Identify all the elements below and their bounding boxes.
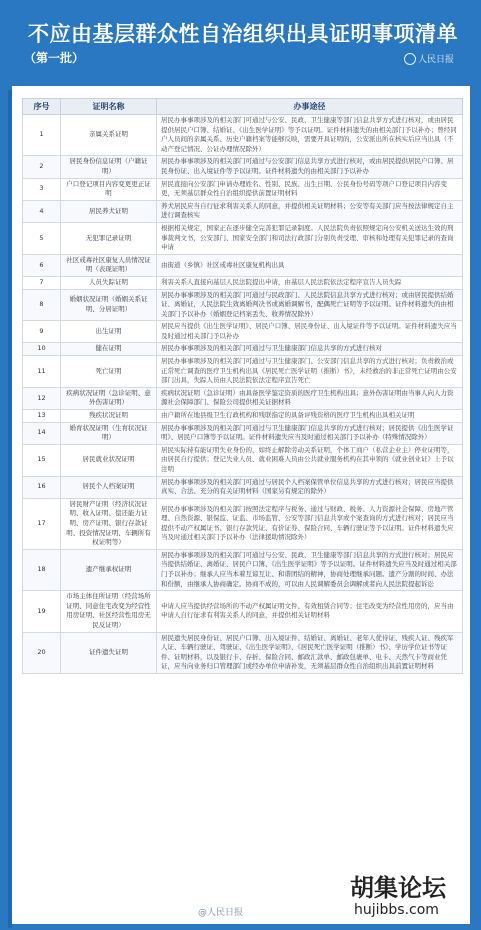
table-row: [23, 156, 463, 178]
handling-route: 利害关系人直接向基层人民法院提出申请，由基层人民法院依法定程序宣告人员失踪: [157, 276, 463, 289]
table-row: [23, 222, 463, 254]
table-row: [23, 276, 463, 289]
handling-route: 居民办事事项涉及的相关部门可通过与公安部门信息共享方式进行核对，或由居民提供居民户口簿、居民身份证、出入境证件等予以证明。证件材料遗失的由相关部门予以补办: [157, 156, 463, 178]
table-row: [23, 444, 463, 476]
logo-text: 人民日报: [418, 55, 455, 65]
handling-route: 养犬居民应当自行征求利害关系人的同意，并提供相关证明材料；公安等有关部门应当按法律规定自主进行调查核实: [157, 200, 463, 222]
handling-route: 疾病状况证明（急诊证明）由具备医学鉴定资质的医疗卫生机构出具；意外伤害证明由当事人向人力资源社会保障部门、保险公司提供相关证据材料: [157, 387, 463, 409]
row-number: 16: [23, 476, 61, 498]
row-number: 15: [23, 444, 61, 476]
handling-route: 由户籍所在地县级卫生行政机构和残联指定的具备评残资格的医疗卫生机构出具相关证明: [157, 410, 463, 423]
handling-route: 居民办事事项涉及的相关部门可通过与卫生健康部门信息共享的方式进行核对；居民提供《出生医学证明》、居民户口簿等予以证明。证件材料遗失应当及时通过相关部门予以补办（特殊情况除外）: [157, 422, 463, 444]
row-number: 13: [23, 410, 61, 423]
certificate-name: 婚姻状况证明（婚姻关系证明、分居证明）: [61, 289, 157, 321]
table-row: [23, 476, 463, 498]
row-number: 19: [23, 591, 61, 632]
certificate-name: 市场主体住所证明（经营场所证明、同意住宅改变为经营性用房证明、社区经营性用房无民反证明）: [61, 591, 157, 632]
certificate-name: 出生证明: [61, 321, 157, 343]
certificate-name: 居民身份信息证明（户籍证明）: [61, 156, 157, 178]
handling-route: 居民遗失居民身份证、居民户口簿、出入境证件、结婚证、离婚证、老年人优待证、残疾人证、残疾军人证、车辆行驶证、驾驶证、《出生医学证明》、《居民死亡医学证明（推断）书》、学历学位证书等证件、证明材料，以及银行卡、存折、保险合同、邮政汇款单、邮政包裹单、电卡、天然气卡等商业凭证，应当向业务归口管理部门或经办单位申请补发，无须基层群众性自治组织出具前置证明材料: [157, 632, 463, 673]
handling-route: 申请人应当提供经营场所的不动产权属证明文件、有效租赁合同等；住宅改变为经营性用房的，应当由申请人自行征求有利害关系人的同意，并提供相关证明材料: [157, 591, 463, 632]
watermark: @人民日报: [198, 908, 244, 918]
row-number: 11: [23, 356, 61, 388]
row-number: 8: [23, 289, 61, 321]
table-row: [23, 289, 463, 321]
table-row: [23, 115, 463, 156]
row-number: 1: [23, 115, 61, 156]
header-banner: [0, 0, 481, 82]
column-header-no: 序号: [23, 99, 61, 115]
brand-name: 胡集论坛: [350, 874, 446, 902]
column-header-name: 证明名称: [61, 99, 157, 115]
column-header-route: 办事途径: [157, 99, 463, 115]
certificate-name: 居民就业状况证明: [61, 444, 157, 476]
forum-brand: [342, 866, 470, 924]
certificate-name: 无犯罪记录证明: [61, 222, 157, 254]
table-row: [23, 410, 463, 423]
handling-route: 居民办事事项涉及的相关部门可通过与公安、民政、卫生健康等部门信息共享方式进行核对，或由居民提供居民户口簿、结婚证、《出生医学证明》等予以证明。证件材料遗失的由相关部门予以补办；曾经同户人员间的亲属关系、历史户籍档案等能够反映，需要开具证明的，公安派出所在核实后应当出具（不动产登记情况、公证办理情况除外）: [157, 115, 463, 156]
table-row: [23, 254, 463, 276]
handling-route: 居民实际持有能证明失业身份的，如终止解除劳动关系证明，个体工商户（私营企业主）停业证明等，由居民自行提供；登记失业人员、就业困难人员由公共就业服务机构在其申领的《就业创业证》上予以注明: [157, 444, 463, 476]
table-row: [23, 632, 463, 673]
certificate-name: 婚育状况证明（生育状况证明）: [61, 422, 157, 444]
certificate-name: 证件遗失证明: [61, 632, 157, 673]
row-number: 12: [23, 387, 61, 409]
row-number: 9: [23, 321, 61, 343]
row-number: 3: [23, 178, 61, 200]
row-number: 2: [23, 156, 61, 178]
table-row: [23, 178, 463, 200]
table-row: [23, 549, 463, 590]
certificate-name: 疾病状况证明（急诊证明、意外伤害证明）: [61, 387, 157, 409]
certificate-name: 居民个人档案证明: [61, 476, 157, 498]
certificate-name: 残疾状况证明: [61, 410, 157, 423]
certificate-name: 社区戒毒社区康复人员情况证明（表现证明）: [61, 254, 157, 276]
page-title: 不应由基层群众性自治组织出具证明事项清单: [28, 22, 458, 46]
row-number: 7: [23, 276, 61, 289]
handling-route: 由街道（乡镇）社区戒毒社区康复机构出具: [157, 254, 463, 276]
handling-route: 居民办事事项涉及的相关部门可通过与卫生健康部门、公安部门信息共享的方式进行核对；负责救治或正常死亡调查的医疗卫生机构出具《居民死亡医学证明（推断）书》，未经救治的非正常死亡证明由公安部门出具，失踪人员由人民法院依法定程序宣告死亡: [157, 356, 463, 388]
certificate-name: 健在证明: [61, 343, 157, 356]
table-header-row: [23, 99, 463, 115]
table-row: [23, 356, 463, 388]
people-daily-logo-icon: [404, 53, 416, 65]
certificate-list-table: [22, 98, 463, 674]
table-row: [23, 422, 463, 444]
table-row: [23, 343, 463, 356]
certificate-name: 遗产继承权证明: [61, 549, 157, 590]
row-number: 4: [23, 200, 61, 222]
certificate-name: 户口登记项目内容变更更正证明: [61, 178, 157, 200]
certificate-name: 人员失踪证明: [61, 276, 157, 289]
table-row: [23, 321, 463, 343]
row-number: 14: [23, 422, 61, 444]
table-row: [23, 200, 463, 222]
page-subtitle: （第一批）: [24, 51, 85, 65]
document-sheet: [12, 86, 470, 924]
brand-url: hujibbs.com: [354, 902, 439, 918]
certificate-name: 居民财产证明（经济状况证明、收入证明、偿还能力证明、房产证明、银行存款证明、投资情况证明、车辆所有权证明等）: [61, 498, 157, 549]
handling-route: 居民办事事项涉及的相关部门可通过与居民个人档案保管单位信息共享的方式进行核对；居民应当提供真实、合法、充分的有关证明材料（国家另有规定的除外）: [157, 476, 463, 498]
table-row: [23, 498, 463, 549]
row-number: 5: [23, 222, 61, 254]
row-number: 10: [23, 343, 61, 356]
row-number: 17: [23, 498, 61, 549]
table-row: [23, 387, 463, 409]
handling-route: 居民办事事项涉及的相关部门可通过与公安、民政、卫生健康等部门信息共享的方式进行核对；居民应当提供结婚证、离婚证、居民户口簿、《出生医学证明》等予以证明。证件材料遗失应当及时通过相关部门予以补办；继承人应当本着互谅互让、和谐团结的精神，协商处理继承问题。遗产分割的时间、办法和份额，由继承人协商确定。协商不成的，可以由人民调解委员会调解或者向人民法院提起诉讼: [157, 549, 463, 590]
handling-route: 居民办事事项涉及的相关部门可通过与卫生健康部门信息共享的方式进行核对: [157, 343, 463, 356]
certificate-name: 死亡证明: [61, 356, 157, 388]
table-row: [23, 591, 463, 632]
handling-route: 居民办事事项涉及的相关部门按照法定程序与税务、通过与财政、税务、人力资源社会保障、房地产管理、自然资源、银保监、证监、市场监管、公安等部门信息共享或个案查询的方式进行核对；居民应当提供不动产权属证书、银行存款凭证、有价证券、保险合同、车辆行驶证等予以证明。证件材料遗失应当及时通过相关部门予以补办（法律援助情况除外）: [157, 498, 463, 549]
handling-route: 居民办事事项涉及的相关部门可通过与民政部门、人民法院信息共享方式进行核对；或由居民提供结婚证、离婚证，人民法院生效离婚判决书或离婚调解书，配偶死亡证明等予以证明。证件材料遗失的由相关部门予以补办（婚姻登记档案丢失、收养情况除外）: [157, 289, 463, 321]
handling-route: 居民应当提供《出生医学证明》、居民户口簿、居民身份证、出入境证件等予以证明。证件材料遗失应当及时通过相关部门予以补办: [157, 321, 463, 343]
certificate-name: 亲属关系证明: [61, 115, 157, 156]
publisher-logo: [404, 52, 454, 65]
handling-route: 居民直接向公安部门申请办理姓名、性别、民族、出生日期、公民身份号码等项户口登记项目内容变更，无须基层群众性自治组织提供前置证明材料: [157, 178, 463, 200]
handling-route: 根据相关规定，国家正在逐步健全完善犯罪记录制度。人民法院负责依照规定向公安机关送达生效的刑事裁判文书，公安部门、国家安全部门和司法行政部门分别负责受理、审核和处理有关犯罪记录的查询申请: [157, 222, 463, 254]
row-number: 20: [23, 632, 61, 673]
row-number: 6: [23, 254, 61, 276]
row-number: 18: [23, 549, 61, 590]
certificate-name: 居民养犬证明: [61, 200, 157, 222]
